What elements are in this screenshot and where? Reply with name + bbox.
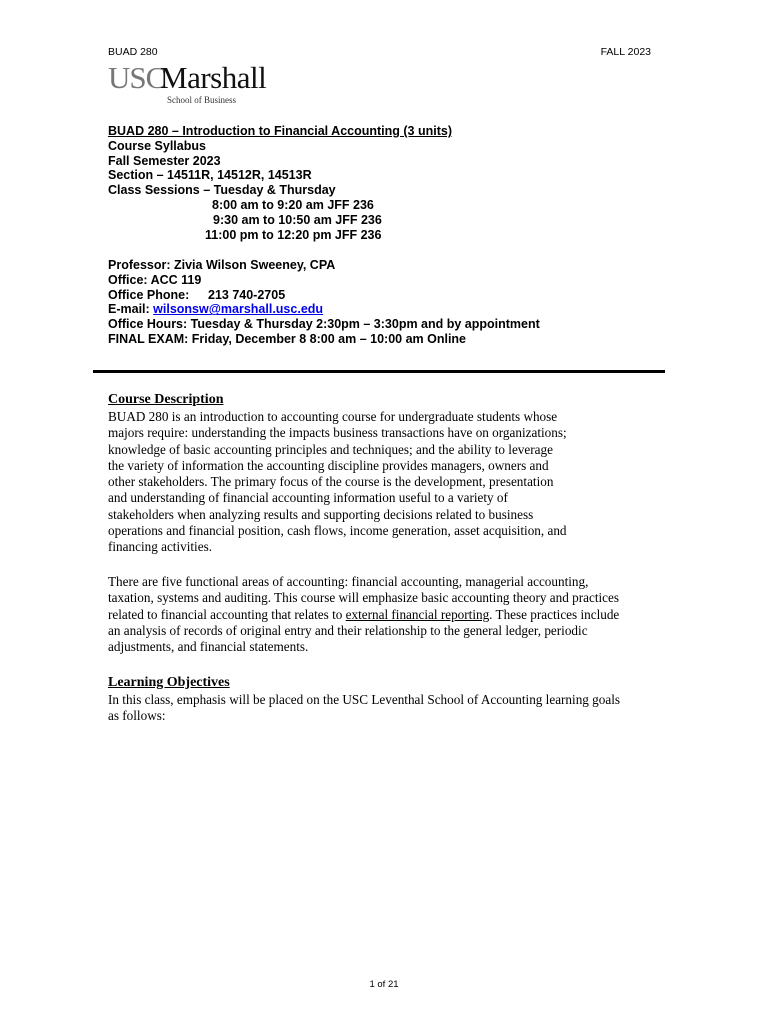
text-fragment: related to financial accounting that relates to	[108, 606, 346, 622]
page-number: 1 of 21	[369, 979, 399, 990]
usc-marshall-logo	[108, 62, 278, 106]
learning-objectives-paragraph	[108, 692, 668, 725]
text-fragment: . These practices include	[489, 606, 620, 622]
course-description-heading: Course Description	[108, 392, 224, 407]
paragraph-line: operations and financial position, cash flows, income generation, asset acquisition, and	[108, 523, 567, 539]
paragraph-line: the variety of information the accounting discipline provides managers, owners and	[108, 457, 549, 473]
paragraph-line: stakeholders when analyzing results and supporting decisions related to business	[108, 506, 534, 522]
paragraph-line: majors require: understanding the impacts business transactions have on organizations;	[108, 425, 567, 441]
paragraph-line: There are five functional areas of accounting: financial accounting, managerial accounting,	[108, 574, 589, 589]
course-description-paragraph-2	[108, 574, 668, 655]
professor-email	[108, 302, 668, 317]
professor-phone	[108, 288, 668, 303]
session-time-2: 9:30 am to 10:50 am JFF 236	[213, 212, 382, 227]
session-time-3: 11:00 pm to 12:20 pm JFF 236	[205, 227, 382, 242]
course-semester: Fall Semester 2023	[108, 153, 221, 168]
email-link[interactable]: wilsonsw@marshall.usc.edu	[153, 302, 324, 317]
professor-name: Professor: Zivia Wilson Sweeney, CPA	[108, 258, 336, 272]
logo-marshall-text: Marshall	[160, 60, 267, 95]
professor-office: Office: ACC 119	[108, 272, 202, 287]
logo-usc-text: USC	[108, 60, 166, 95]
office-hours: Office Hours: Tuesday & Thursday 2:30pm – 3:30pm and by appointment	[108, 317, 540, 332]
paragraph-line: taxation, systems and auditing. This course will emphasize basic accounting theory and practices	[108, 590, 619, 606]
paragraph-line: knowledge of basic accounting principles and techniques; and the ability to leverage	[108, 441, 553, 457]
course-title: BUAD 280 – Introduction to Financial Accounting (3 units)	[108, 124, 452, 138]
logo-school-text: School of Business	[167, 95, 237, 105]
header-course-code: BUAD 280	[108, 46, 158, 58]
phone-number: 213 740-2705	[208, 287, 286, 302]
course-description-paragraph-1	[108, 409, 638, 556]
paragraph-line	[108, 607, 668, 623]
final-exam: FINAL EXAM: Friday, December 8 8:00 am – 10:00 am Online	[108, 331, 467, 346]
paragraph-line: In this class, emphasis will be placed on the USC Leventhal School of Accounting learning goals	[108, 692, 621, 707]
professor-info-block	[108, 258, 668, 347]
paragraph-line: other stakeholders. The primary focus of the course is the development, presentation	[108, 474, 554, 490]
paragraph-line: BUAD 280 is an introduction to accounting course for undergraduate students whose	[108, 409, 558, 424]
class-sessions: Class Sessions – Tuesday & Thursday	[108, 183, 336, 198]
email-label: E-mail:	[108, 302, 154, 317]
header-term: FALL 2023	[600, 46, 651, 58]
session-time-1: 8:00 am to 9:20 am JFF 236	[212, 197, 374, 212]
course-syllabus-label: Course Syllabus	[108, 138, 206, 153]
paragraph-line: an analysis of records of original entry and their relationship to the general ledger, periodic	[108, 622, 588, 638]
phone-label: Office Phone:	[108, 287, 190, 302]
paragraph-line: adjustments, and financial statements.	[108, 639, 309, 655]
learning-objectives-heading: Learning Objectives	[108, 675, 230, 690]
course-info-block	[108, 124, 668, 242]
paragraph-line: as follows:	[108, 708, 166, 724]
external-financial-reporting-emphasis: external financial reporting	[345, 606, 490, 622]
course-sections: Section – 14511R, 14512R, 14513R	[108, 168, 312, 183]
paragraph-line: and understanding of financial accounting information useful to a variety of	[108, 490, 508, 506]
section-divider	[93, 370, 665, 373]
paragraph-line: financing activities.	[108, 539, 212, 555]
